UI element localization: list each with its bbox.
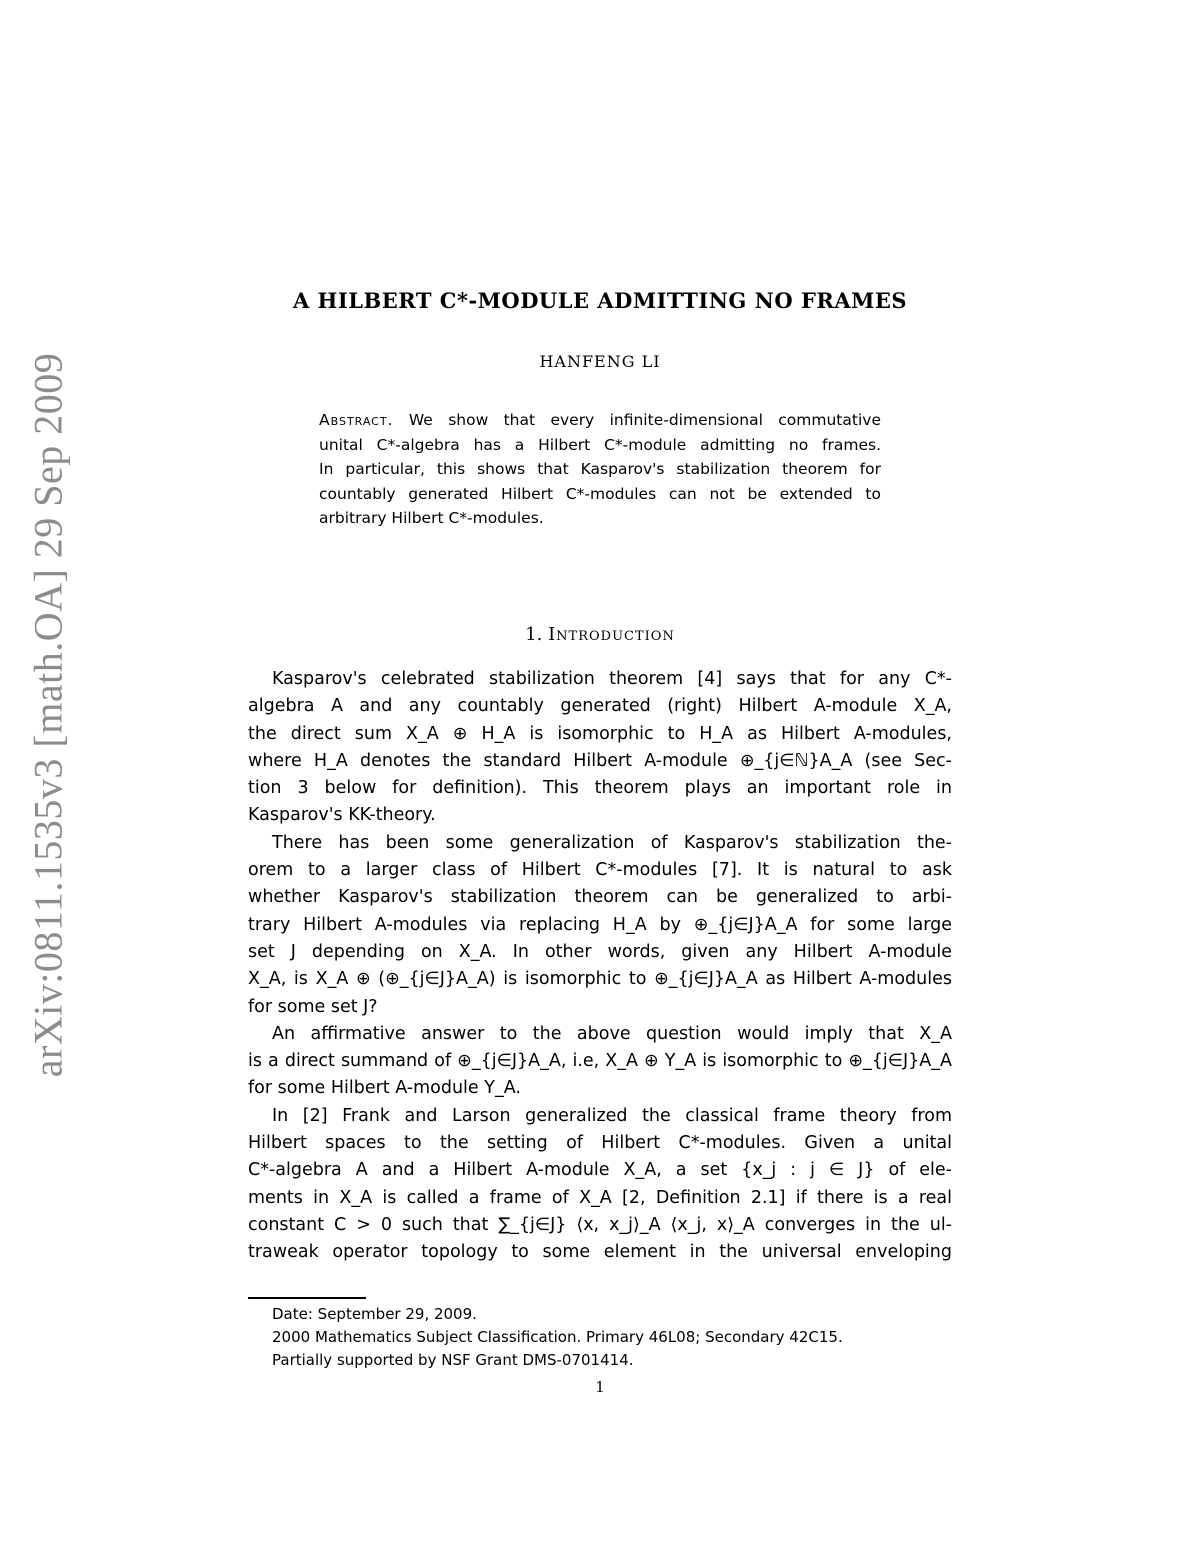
text-line: traweak operator topology to some element in the universal enveloping xyxy=(248,1242,952,1263)
text-line: whether Kasparov's stabilization theorem can be generalized to arbi- xyxy=(248,887,952,908)
footnote-msc: 2000 Mathematics Subject Classification. Primary 46L08; Secondary 42C15. xyxy=(272,1328,843,1346)
section-heading xyxy=(200,624,1000,645)
text-line: There has been some generalization of Kasparov's stabilization the- xyxy=(272,832,952,853)
footnote-grant: Partially supported by NSF Grant DMS-0701414. xyxy=(272,1351,634,1369)
footnote-date: Date: September 29, 2009. xyxy=(272,1305,477,1323)
text-line: C*-algebra A and a Hilbert A-module X_A, a set {x_j : j ∈ J} of ele- xyxy=(248,1160,952,1181)
text-line: tion 3 below for definition). This theorem plays an important role in xyxy=(248,778,952,799)
text-line: Hilbert spaces to the setting of Hilbert C*-modules. Given a unital xyxy=(248,1133,952,1154)
paragraph-1 xyxy=(248,666,952,830)
abstract-line: countably generated Hilbert C*-modules can not be extended to xyxy=(319,484,881,503)
section-title: Introduction xyxy=(548,624,675,645)
text-line: set J depending on X_A. In other words, given any Hilbert A-module xyxy=(248,941,952,962)
abstract-label: Abstract. xyxy=(319,411,394,429)
text-line: is a direct summand of ⊕_{j∈J}A_A, i.e, X_A ⊕ Y_A is isomorphic to ⊕_{j∈J}A_A xyxy=(248,1051,952,1072)
section-number: 1. xyxy=(525,624,543,645)
text-line: for some Hilbert A-module Y_A. xyxy=(248,1078,521,1099)
paper-author: HANFENG LI xyxy=(539,352,661,371)
text-line: Kasparov's celebrated stabilization theorem [4] says that for any C*- xyxy=(272,669,952,689)
text-line: orem to a larger class of Hilbert C*-modules [7]. It is natural to ask xyxy=(248,860,952,881)
text-line: X_A, is X_A ⊕ (⊕_{j∈J}A_A) is isomorphic to ⊕_{j∈J}A_A as Hilbert A-modules xyxy=(248,969,952,990)
arxiv-identifier-stamp: arXiv:0811.1535v3 [math.OA] 29 Sep 2009 xyxy=(25,352,71,1078)
text-line: where H_A denotes the standard Hilbert A-module ⊕_{j∈ℕ}A_A (see Sec- xyxy=(248,750,952,771)
footnote-divider xyxy=(248,1297,366,1299)
text-line: for some set J? xyxy=(248,996,378,1017)
paragraph-3 xyxy=(248,1021,952,1103)
page-number: 1 xyxy=(595,1378,605,1396)
text-line: algebra A and any countably generated (right) Hilbert A-module X_A, xyxy=(248,696,952,717)
text-line: ments in X_A is called a frame of X_A [2, Definition 2.1] if there is a real xyxy=(248,1187,952,1208)
text-line: An affirmative answer to the above question would imply that X_A xyxy=(272,1023,952,1044)
abstract-line: unital C*-algebra has a Hilbert C*-module admitting no frames. xyxy=(319,435,881,454)
text-line: In [2] Frank and Larson generalized the classical frame theory from xyxy=(272,1105,952,1126)
paragraph-4 xyxy=(248,1103,952,1267)
text-line: the direct sum X_A ⊕ H_A is isomorphic to H_A as Hilbert A-modules, xyxy=(248,723,952,744)
abstract-line: Abstract. We show that every infinite-dimensional commutative xyxy=(319,411,881,429)
footnotes xyxy=(272,1303,952,1372)
text-line: constant C > 0 such that ∑_{j∈J} ⟨x, x_j⟩_A ⟨x_j, x⟩_A converges in the ul- xyxy=(248,1214,952,1235)
paper-title: A HILBERT C*-MODULE ADMITTING NO FRAMES xyxy=(292,288,908,313)
body-text xyxy=(248,666,952,1267)
abstract-line: In particular, this shows that Kasparov's stabilization theorem for xyxy=(319,460,881,478)
abstract-block xyxy=(319,408,881,531)
paragraph-2 xyxy=(248,830,952,1021)
text-line: Kasparov's KK-theory. xyxy=(248,805,436,826)
text-line: trary Hilbert A-modules via replacing H_A by ⊕_{j∈J}A_A for some large xyxy=(248,914,952,935)
abstract-line: arbitrary Hilbert C*-modules. xyxy=(319,509,544,527)
